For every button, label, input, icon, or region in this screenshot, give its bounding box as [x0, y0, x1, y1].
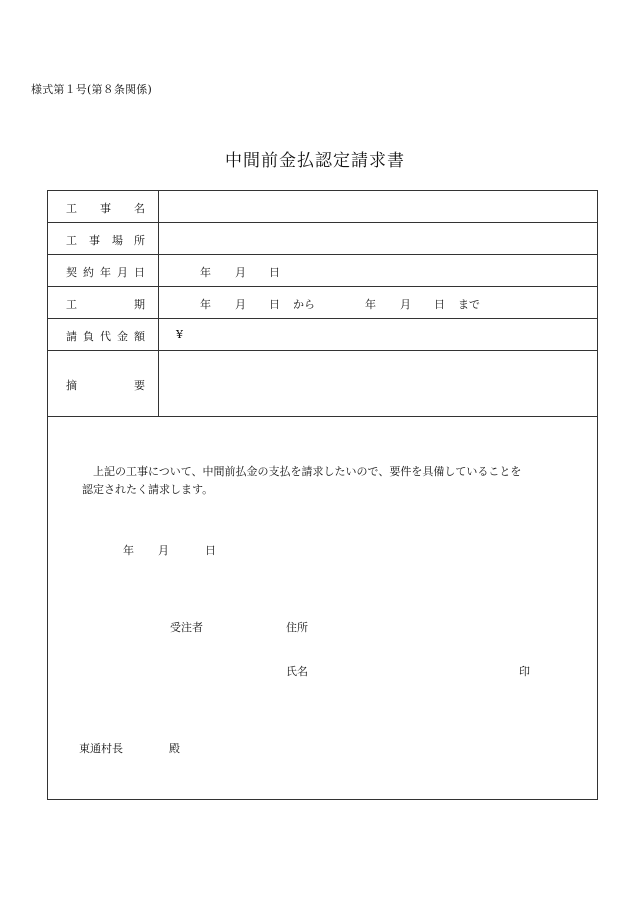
request-day-unit: 日: [205, 544, 216, 557]
label-char: 所: [134, 234, 145, 247]
period-from: から: [293, 298, 315, 311]
row-divider: [47, 286, 598, 287]
honorific: 殿: [169, 742, 180, 755]
column-divider: [158, 190, 159, 416]
label-char: 事: [100, 202, 111, 215]
label-char: 請: [66, 330, 77, 343]
row-divider: [47, 318, 598, 319]
period-end-month-unit: 月: [400, 298, 411, 311]
label-char: 負: [83, 330, 94, 343]
label-char: 摘: [66, 379, 77, 392]
period-start-day-unit: 日: [269, 298, 280, 311]
period-until: まで: [458, 298, 480, 311]
label-char: 工: [66, 234, 77, 247]
address-label: 住所: [286, 621, 308, 634]
contractor-label: 受注者: [170, 621, 203, 634]
period-end-year-unit: 年: [365, 298, 376, 311]
contract-year-unit: 年: [200, 266, 211, 279]
seal-mark: 印: [519, 665, 530, 678]
label-char: 額: [134, 330, 145, 343]
yen-symbol: ¥: [176, 328, 183, 341]
request-line-1: 上記の工事について、中間前払金の支払を請求したいので、要件を具備していることを: [82, 465, 522, 478]
label-char: 月: [117, 266, 128, 279]
label-char: 要: [134, 379, 145, 392]
label-char: 契: [66, 266, 77, 279]
project-location-field[interactable]: [160, 224, 596, 253]
contract-month-unit: 月: [235, 266, 246, 279]
period-start-year-unit: 年: [200, 298, 211, 311]
row-divider: [47, 222, 598, 223]
document-title: 中間前金払認定請求書: [225, 151, 405, 171]
label-char: 約: [83, 266, 94, 279]
label-char: 日: [134, 266, 145, 279]
name-label: 氏名: [286, 665, 308, 678]
label-char: 事: [89, 234, 100, 247]
period-end-day-unit: 日: [434, 298, 445, 311]
request-year-unit: 年: [123, 544, 134, 557]
label-char: 代: [100, 330, 111, 343]
project-name-field[interactable]: [160, 192, 596, 221]
label-char: 名: [134, 202, 145, 215]
period-start-month-unit: 月: [235, 298, 246, 311]
label-char: 期: [134, 298, 145, 311]
row-divider: [47, 254, 598, 255]
form-reference: 様式第１号(第８条関係): [31, 83, 152, 96]
request-statement: [82, 463, 521, 499]
label-char: 場: [112, 234, 123, 247]
table-bottom-divider: [47, 416, 598, 417]
contract-day-unit: 日: [269, 266, 280, 279]
label-char: 金: [117, 330, 128, 343]
addressee: 東通村長: [79, 742, 123, 755]
label-char: 工: [66, 202, 77, 215]
row-divider: [47, 350, 598, 351]
label-char: 工: [66, 298, 77, 311]
label-char: 年: [100, 266, 111, 279]
request-line-2: 認定されたく請求します。: [82, 483, 214, 496]
request-month-unit: 月: [158, 544, 169, 557]
summary-field[interactable]: [160, 352, 596, 415]
